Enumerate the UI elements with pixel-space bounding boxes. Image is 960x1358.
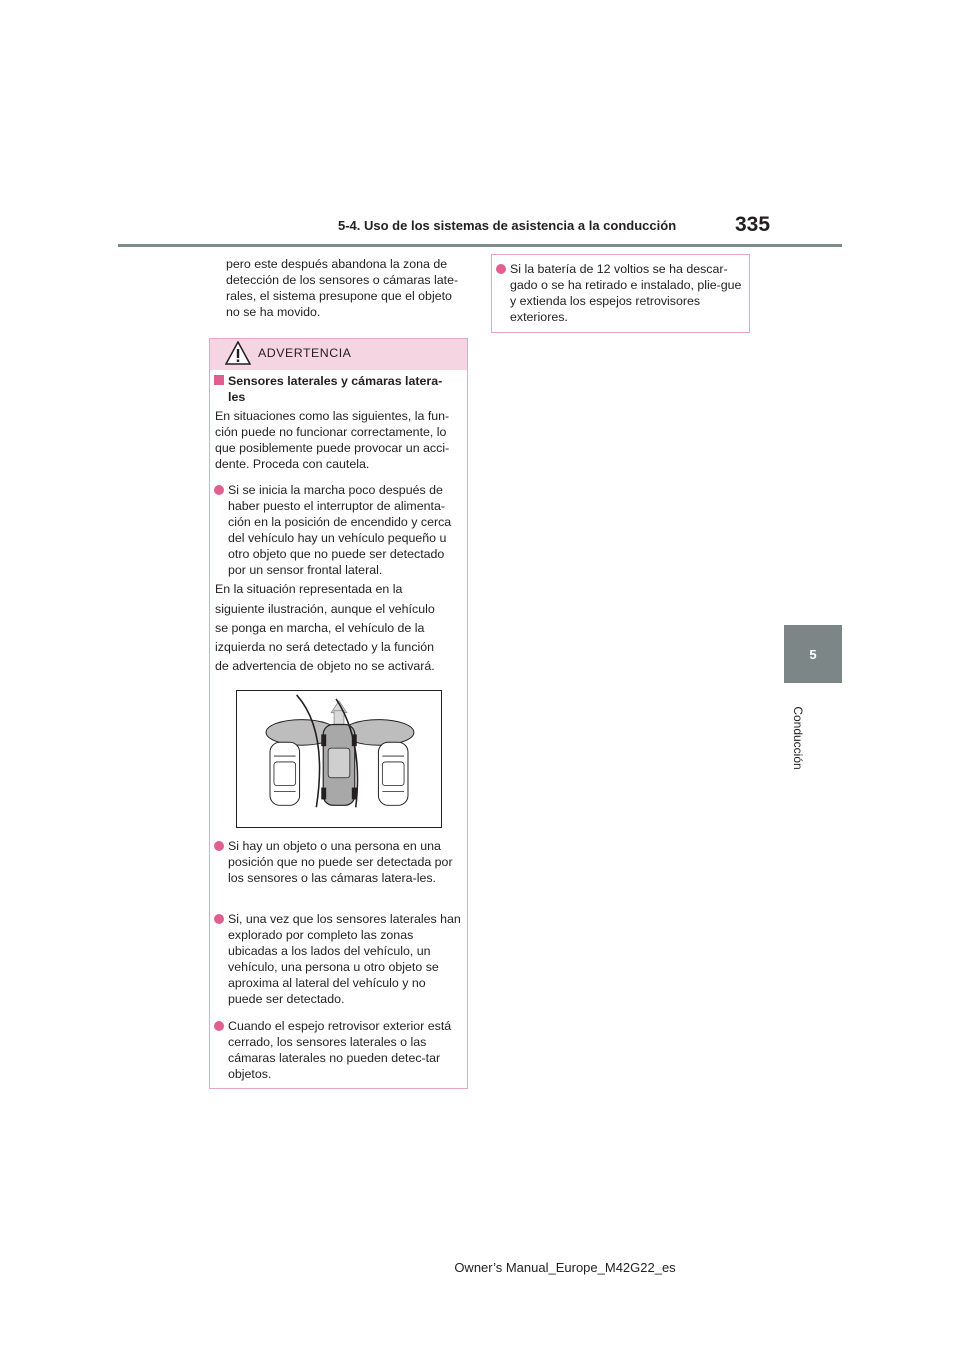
warning-title: ADVERTENCIA: [258, 346, 352, 360]
warning-subtitle: Sensores laterales y cámaras latera-les: [228, 374, 443, 404]
info-bullet: Si la batería de 12 voltios se ha descar-gado o se ha retirado e instalado, plie-gue y extienda los espejos retrovisores exteriores.: [510, 262, 742, 324]
bullet-dot-icon: [214, 1021, 224, 1031]
right-parked-car: [378, 742, 408, 805]
situation-line: izquierda no será detectado y la función: [215, 640, 435, 654]
bullet-dot-icon: [214, 914, 224, 924]
parking-cars-illustration: [236, 690, 442, 828]
intro-paragraph: pero este después abandona la zona de detección de los sensores o cámaras late-rales, el sistema presupone que el objeto no se ha movido.: [226, 257, 459, 319]
left-parked-car: [270, 742, 300, 805]
bullet-dot-icon: [214, 841, 224, 851]
chapter-number: 5: [809, 646, 817, 662]
footer: [0, 1260, 960, 1275]
warning-bullet-4: Cuando el espejo retrovisor exterior está cerrado, los sensores laterales o las cámaras laterales no pueden detec-tar objetos.: [228, 1019, 452, 1081]
situation-line: En la situación representada en la: [215, 582, 403, 596]
footer-text: Owner’s Manual_Europe_M42G22_es: [454, 1260, 676, 1275]
warning-triangle-icon: [225, 341, 251, 365]
center-moving-car: [321, 701, 356, 805]
situation-line: de advertencia de objeto no se activará.: [215, 659, 435, 673]
warning-bullet-2: Si hay un objeto o una persona en una posición que no puede ser detectada por los sensores o las cámaras latera-les.: [228, 839, 453, 885]
section-title: 5-4. Uso de los sistemas de asistencia a la conducción: [338, 218, 677, 233]
chapter-tab: [784, 625, 842, 683]
bullet-dot-icon: [496, 264, 506, 274]
warning-bullet-3: Si, una vez que los sensores laterales han explorado por completo las zonas ubicadas a los lados del vehículo, un vehículo, una persona u otro objeto se aproxima al lateral del vehículo y no puede ser detectado.: [228, 912, 461, 1006]
warning-bullet-1: Si se inicia la marcha poco después de haber puesto el interruptor de alimenta-ción en la posición de encendido y cerca del vehículo hay un vehículo pequeño u otro objeto que no puede ser detectado por un sensor frontal lateral.: [228, 483, 452, 577]
header-rule: [118, 244, 842, 247]
warning-intro: En situaciones como las siguientes, la fun-ción puede no funcionar correctamente, lo que posiblemente puede provocar un acci-dente. Proceda con cautela.: [215, 409, 450, 471]
section-square-icon: [214, 375, 224, 385]
situation-line: se ponga en marcha, el vehículo de la: [215, 621, 425, 635]
page-number: 335: [735, 213, 771, 236]
chapter-label: Conducción: [791, 706, 805, 770]
situation-line: siguiente ilustración, aunque el vehículo: [215, 602, 435, 616]
bullet-dot-icon: [214, 485, 224, 495]
